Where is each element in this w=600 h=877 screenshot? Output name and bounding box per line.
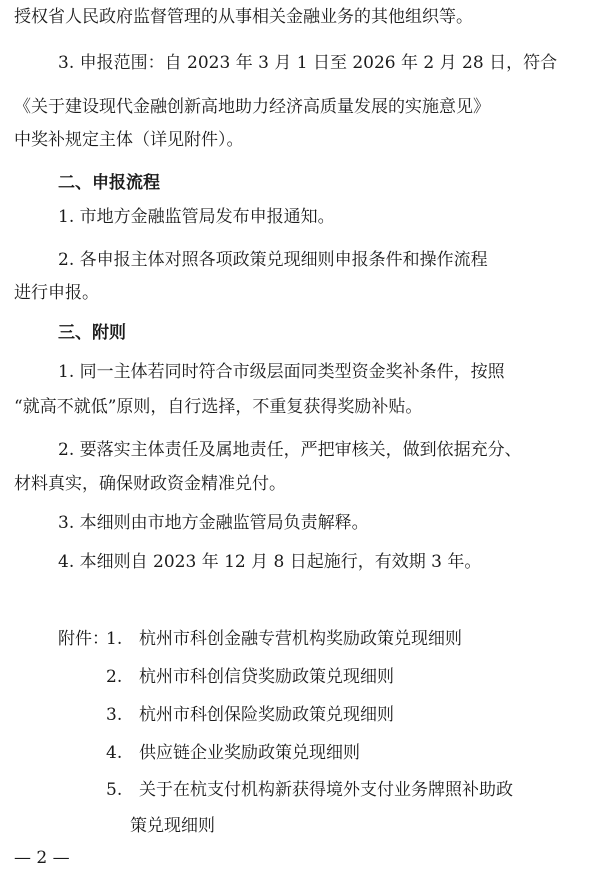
paragraph-intro-end: 授权省人民政府监督管理的从事相关金融业务的其他组织等。 xyxy=(14,7,473,27)
section-2-item-2-line-2: 进行申报。 xyxy=(14,283,99,303)
section-3-item-1-line-1: 1. 同一主体若同时符合市级层面同类型资金奖补条件，按照 xyxy=(58,362,505,382)
attachment-item-title: 供应链企业奖励政策兑现细则 xyxy=(139,743,361,763)
section-2-item-2-line-1: 2. 各申报主体对照各项政策兑现细则申报条件和操作流程 xyxy=(58,250,488,270)
attachment-item-number: 2. xyxy=(106,667,123,687)
attachment-item-number: 1. xyxy=(106,629,123,649)
attachment-item-title: 杭州市科创保险奖励政策兑现细则 xyxy=(139,705,395,725)
attachment-item-3 xyxy=(106,704,394,726)
section-3-item-2-line-1: 2. 要落实主体责任及属地责任，严把审核关，做到依据充分、 xyxy=(58,440,522,460)
attachments-label: 附件： xyxy=(58,629,109,649)
section-3-item-2-line-2: 材料真实，确保财政资金精准兑付。 xyxy=(14,474,286,494)
attachment-item-number: 4. xyxy=(106,743,123,763)
attachment-item-4 xyxy=(106,742,360,764)
attachment-item-title: 关于在杭支付机构新获得境外支付业务牌照补助政 xyxy=(139,780,514,800)
attachment-item-5 xyxy=(106,779,513,801)
section-3-item-4: 4. 本细则自 2023 年 12 月 8 日起施行，有效期 3 年。 xyxy=(58,552,482,572)
paragraph-3-line-2: 《关于建设现代金融创新高地助力经济高质量发展的实施意见》 xyxy=(14,97,490,117)
attachment-item-number: 3. xyxy=(106,705,123,725)
attachment-item-5-continuation: 策兑现细则 xyxy=(130,816,215,836)
attachment-item-2 xyxy=(106,666,394,688)
attachment-item-title: 杭州市科创信贷奖励政策兑现细则 xyxy=(139,667,395,687)
section-heading-3: 三、附则 xyxy=(58,323,126,343)
section-heading-2: 二、申报流程 xyxy=(58,173,160,193)
attachment-item-number: 5. xyxy=(106,780,123,800)
section-2-item-1: 1. 市地方金融监管局发布申报通知。 xyxy=(58,207,335,227)
section-3-item-3: 3. 本细则由市地方金融监管局负责解释。 xyxy=(58,513,369,533)
paragraph-3-line-3: 中奖补规定主体（详见附件）。 xyxy=(14,130,244,150)
attachment-item-1 xyxy=(106,628,462,650)
page-number: — 2 — xyxy=(14,848,70,868)
paragraph-3-line-1: 3. 申报范围：自 2023 年 3 月 1 日至 2026 年 2 月 28 日，符合 xyxy=(58,53,558,73)
attachment-item-title: 杭州市科创金融专营机构奖励政策兑现细则 xyxy=(139,629,463,649)
section-3-item-1-line-2: “就高不就低”原则，自行选择，不重复获得奖励补贴。 xyxy=(14,397,423,417)
